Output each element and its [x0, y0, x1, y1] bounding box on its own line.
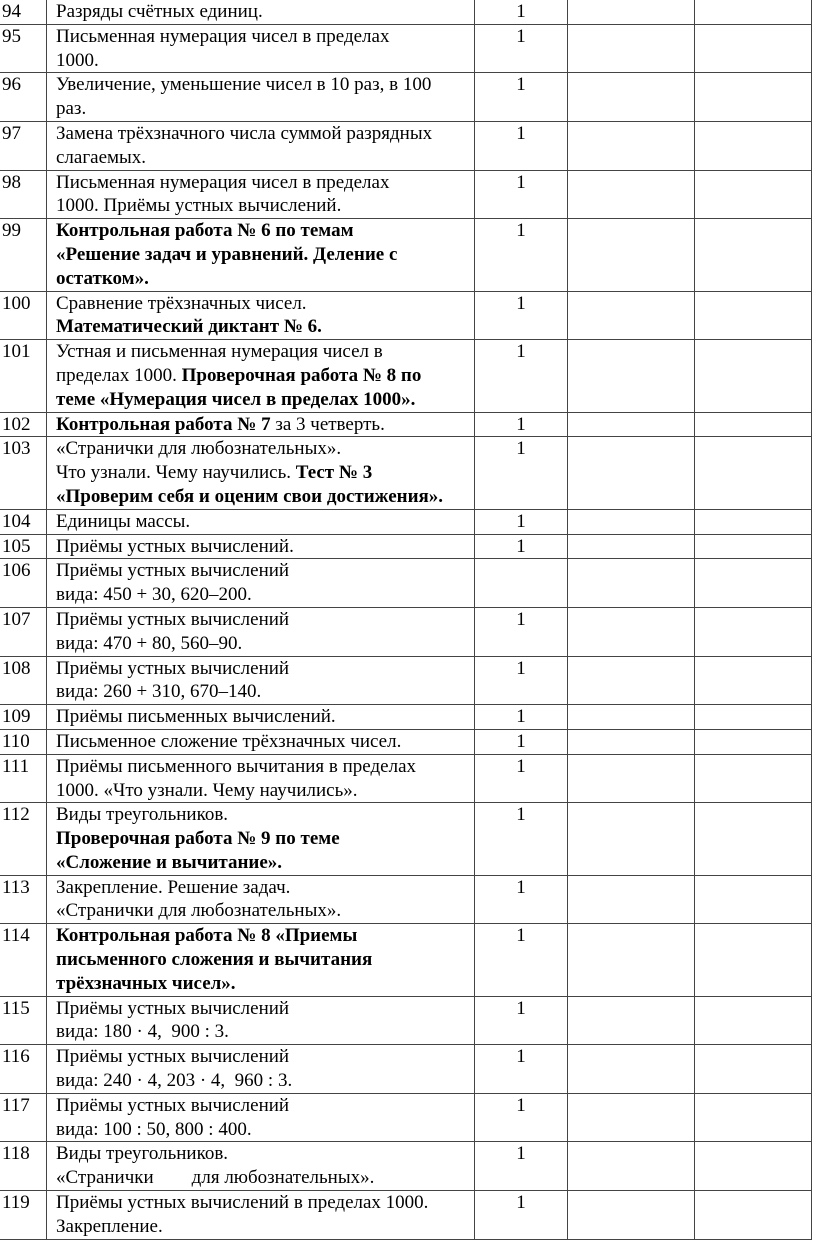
lesson-number: 96 [0, 73, 47, 122]
topic-text: «Странички для любознательных». [56, 900, 342, 922]
lesson-hours: 1 [475, 1142, 568, 1191]
lesson-topic [47, 170, 475, 219]
planned-date-cell [568, 705, 695, 730]
planned-date-cell [568, 1045, 695, 1094]
actual-date-cell [695, 1045, 812, 1094]
actual-date-cell [695, 412, 812, 437]
lesson-topic [47, 996, 475, 1045]
topic-text: Сравнение трёхзначных чисел. [56, 292, 307, 314]
table-row [0, 24, 812, 73]
topic-line [56, 899, 474, 923]
actual-date-cell [695, 437, 812, 509]
planned-date-cell [568, 754, 695, 803]
topic-text: 1000. «Что узнали. Чему научились». [56, 779, 358, 801]
planned-date-cell [568, 340, 695, 412]
topic-line [56, 1142, 474, 1166]
planned-date-cell [568, 219, 695, 291]
table-row [0, 121, 812, 170]
lesson-hours: 1 [475, 1045, 568, 1094]
lesson-topic [47, 559, 475, 608]
lesson-topic [47, 73, 475, 122]
actual-date-cell [695, 121, 812, 170]
lesson-number: 114 [0, 924, 47, 996]
table-row [0, 607, 812, 656]
topic-text: Виды треугольников. [56, 1143, 229, 1165]
table-row [0, 875, 812, 924]
lesson-topic [47, 534, 475, 559]
topic-text-bold: остатком». [56, 267, 149, 289]
lesson-hours: 1 [475, 803, 568, 875]
topic-text-bold: Проверочная работа № 8 по [181, 364, 422, 386]
table-row [0, 412, 812, 437]
topic-text-bold: Математический диктант № 6. [56, 316, 322, 338]
topic-text: Письменное сложение трёхзначных чисел. [56, 730, 402, 752]
topic-line [56, 632, 474, 656]
lesson-topic [47, 729, 475, 754]
actual-date-cell [695, 73, 812, 122]
planned-date-cell [568, 534, 695, 559]
planned-date-cell [568, 559, 695, 608]
topic-line [56, 876, 474, 900]
planned-date-cell [568, 729, 695, 754]
lesson-number: 118 [0, 1142, 47, 1191]
lesson-topic [47, 1142, 475, 1191]
lesson-topic [47, 607, 475, 656]
topic-text: Приёмы устных вычислений [56, 1046, 290, 1068]
lesson-number: 97 [0, 121, 47, 170]
lesson-hours [475, 559, 568, 608]
actual-date-cell [695, 656, 812, 705]
lesson-hours: 1 [475, 875, 568, 924]
actual-date-cell [695, 291, 812, 340]
topic-text-bold: Контрольная работа № 6 по темам [56, 220, 354, 242]
actual-date-cell [695, 1142, 812, 1191]
topic-line [56, 243, 474, 267]
lesson-topic [47, 1191, 475, 1240]
topic-line [56, 461, 474, 485]
actual-date-cell [695, 1093, 812, 1142]
lesson-hours: 1 [475, 754, 568, 803]
topic-text: Письменная нумерация чисел в пределах [56, 171, 390, 193]
lesson-number: 99 [0, 219, 47, 291]
topic-line [56, 1045, 474, 1069]
topic-line [56, 755, 474, 779]
topic-text: Что узнали. Чему научились. [56, 462, 296, 484]
topic-line [56, 315, 474, 339]
topic-line [56, 535, 474, 559]
topic-line [56, 25, 474, 49]
topic-text: Устная и письменная нумерация чисел в [56, 341, 383, 363]
planned-date-cell [568, 875, 695, 924]
lesson-hours: 1 [475, 705, 568, 730]
planned-date-cell [568, 803, 695, 875]
planned-date-cell [568, 291, 695, 340]
lesson-hours: 1 [475, 121, 568, 170]
topic-text: Приёмы письменного вычитания в пределах [56, 755, 416, 777]
topic-text: Закрепление. [56, 1215, 163, 1237]
lesson-hours: 1 [475, 170, 568, 219]
topic-text-bold: Тест № 3 [295, 462, 373, 484]
table-row [0, 170, 812, 219]
topic-text: Приёмы устных вычислений [56, 657, 290, 679]
topic-text: Приёмы устных вычислений [56, 608, 290, 630]
topic-text-bold: «Сложение и вычитание». [56, 851, 283, 873]
table-row [0, 73, 812, 122]
topic-line [56, 680, 474, 704]
lesson-number: 112 [0, 803, 47, 875]
topic-line [56, 267, 474, 291]
topic-line [56, 0, 474, 24]
lesson-number: 115 [0, 996, 47, 1045]
topic-line [56, 219, 474, 243]
actual-date-cell [695, 875, 812, 924]
lesson-hours: 1 [475, 437, 568, 509]
topic-text-bold: «Решение задач и уравнений. Деление с [56, 243, 398, 265]
topic-line [56, 1118, 474, 1142]
planned-date-cell [568, 1191, 695, 1240]
actual-date-cell [695, 219, 812, 291]
lesson-hours: 1 [475, 607, 568, 656]
topic-line [56, 997, 474, 1021]
planned-date-cell [568, 1093, 695, 1142]
planned-date-cell [568, 509, 695, 534]
lesson-number: 119 [0, 1191, 47, 1240]
lesson-hours: 1 [475, 1093, 568, 1142]
topic-line [56, 146, 474, 170]
topic-text: Виды треугольников. [56, 804, 229, 826]
table-row [0, 0, 812, 24]
topic-text: Замена трёхзначного числа суммой разрядных [56, 122, 433, 144]
table-row [0, 219, 812, 291]
topic-line [56, 97, 474, 121]
lesson-number: 108 [0, 656, 47, 705]
topic-line [56, 730, 474, 754]
lesson-topic [47, 121, 475, 170]
topic-text: Приёмы письменных вычислений. [56, 706, 336, 728]
actual-date-cell [695, 340, 812, 412]
lesson-topic [47, 1093, 475, 1142]
topic-line [56, 608, 474, 632]
topic-line [56, 364, 474, 388]
lesson-topic [47, 1045, 475, 1094]
topic-line [56, 705, 474, 729]
topic-text: Приёмы устных вычислений. [56, 535, 294, 557]
actual-date-cell [695, 705, 812, 730]
lesson-hours: 1 [475, 534, 568, 559]
lesson-topic [47, 219, 475, 291]
topic-text: вида: 240 · 4, 203 · 4, 960 : 3. [56, 1070, 293, 1092]
topic-line [56, 972, 474, 996]
topic-line [56, 803, 474, 827]
topic-line [56, 340, 474, 364]
lesson-number: 100 [0, 291, 47, 340]
table-row [0, 559, 812, 608]
lesson-number: 117 [0, 1093, 47, 1142]
lesson-topic [47, 754, 475, 803]
lesson-number: 94 [0, 0, 47, 24]
planned-date-cell [568, 73, 695, 122]
lesson-topic [47, 705, 475, 730]
lesson-hours: 1 [475, 24, 568, 73]
lesson-hours: 1 [475, 412, 568, 437]
actual-date-cell [695, 559, 812, 608]
lesson-number: 109 [0, 705, 47, 730]
lesson-number: 102 [0, 412, 47, 437]
topic-text: Письменная нумерация чисел в пределах [56, 25, 390, 47]
topic-line [56, 510, 474, 534]
topic-line [56, 437, 474, 461]
lesson-topic [47, 24, 475, 73]
lesson-topic [47, 412, 475, 437]
lesson-hours: 1 [475, 509, 568, 534]
topic-line [56, 1166, 474, 1190]
topic-line [56, 657, 474, 681]
topic-text: 1000. Приёмы устных вычислений. [56, 195, 342, 217]
planned-date-cell [568, 607, 695, 656]
topic-line [56, 171, 474, 195]
lesson-number: 98 [0, 170, 47, 219]
topic-line [56, 194, 474, 218]
table-row [0, 340, 812, 412]
topic-text: Увеличение, уменьшение чисел в 10 раз, в 100 [56, 74, 432, 96]
topic-text-bold: Контрольная работа № 8 «Приемы [56, 925, 358, 947]
lesson-topic [47, 924, 475, 996]
actual-date-cell [695, 996, 812, 1045]
table-row [0, 1093, 812, 1142]
actual-date-cell [695, 0, 812, 24]
topic-text: 1000. [56, 49, 99, 71]
planned-date-cell [568, 924, 695, 996]
lesson-hours: 1 [475, 924, 568, 996]
topic-text: «Странички для любознательных». [56, 438, 342, 460]
table-row [0, 509, 812, 534]
lesson-number: 95 [0, 24, 47, 73]
lesson-number: 107 [0, 607, 47, 656]
lesson-topic [47, 340, 475, 412]
topic-line [56, 559, 474, 583]
topic-text: Единицы массы. [56, 510, 191, 532]
actual-date-cell [695, 729, 812, 754]
lesson-topic [47, 803, 475, 875]
topic-line [56, 924, 474, 948]
table-row [0, 534, 812, 559]
topic-line [56, 73, 474, 97]
lesson-topic [47, 437, 475, 509]
topic-line [56, 388, 474, 412]
topic-text: Приёмы устных вычислений [56, 1094, 290, 1116]
topic-text: Приёмы устных вычислений [56, 997, 290, 1019]
lesson-hours: 1 [475, 729, 568, 754]
topic-line [56, 1094, 474, 1118]
topic-line [56, 485, 474, 509]
topic-line [56, 1191, 474, 1215]
lesson-hours: 1 [475, 291, 568, 340]
topic-line [56, 413, 474, 437]
topic-text: вида: 450 + 30, 620–200. [56, 584, 252, 606]
topic-text: за 3 четверть. [270, 413, 385, 435]
actual-date-cell [695, 754, 812, 803]
lesson-hours: 1 [475, 996, 568, 1045]
planned-date-cell [568, 656, 695, 705]
lesson-hours: 1 [475, 73, 568, 122]
lesson-topic [47, 875, 475, 924]
table-row [0, 656, 812, 705]
actual-date-cell [695, 170, 812, 219]
topic-line [56, 1215, 474, 1239]
planned-date-cell [568, 996, 695, 1045]
topic-text: Приёмы устных вычислений в пределах 1000. [56, 1192, 429, 1214]
topic-text: пределах 1000. [56, 364, 182, 386]
topic-text-bold: письменного сложения и вычитания [56, 949, 373, 971]
topic-text: «Странички для любознательных». [56, 1167, 375, 1189]
lesson-number: 105 [0, 534, 47, 559]
topic-line [56, 583, 474, 607]
table-row [0, 996, 812, 1045]
planned-date-cell [568, 437, 695, 509]
actual-date-cell [695, 24, 812, 73]
table-row [0, 754, 812, 803]
planned-date-cell [568, 1142, 695, 1191]
planned-date-cell [568, 170, 695, 219]
topic-text-bold: Проверочная работа № 9 по теме [56, 828, 340, 850]
table-row [0, 291, 812, 340]
actual-date-cell [695, 803, 812, 875]
lesson-topic [47, 0, 475, 24]
table-row [0, 705, 812, 730]
topic-text: вида: 470 + 80, 560–90. [56, 632, 243, 654]
topic-text: слагаемых. [56, 146, 147, 168]
table-row [0, 1045, 812, 1094]
topic-line [56, 1020, 474, 1044]
topic-text-bold: «Проверим себя и оценим свои достижения». [56, 485, 444, 507]
lesson-number: 111 [0, 754, 47, 803]
topic-line [56, 779, 474, 803]
topic-text-bold: трёхзначных чисел». [56, 972, 236, 994]
lesson-hours: 1 [475, 656, 568, 705]
topic-text: вида: 100 : 50, 800 : 400. [56, 1118, 252, 1140]
planned-date-cell [568, 24, 695, 73]
lesson-number: 103 [0, 437, 47, 509]
topic-line [56, 948, 474, 972]
topic-text: Разряды счётных единиц. [56, 1, 263, 22]
lesson-hours: 1 [475, 219, 568, 291]
topic-text: вида: 180 · 4, 900 : 3. [56, 1021, 229, 1043]
lesson-number: 110 [0, 729, 47, 754]
actual-date-cell [695, 534, 812, 559]
lesson-hours: 1 [475, 1191, 568, 1240]
topic-text-bold: теме «Нумерация чисел в пределах 1000». [56, 388, 416, 410]
table-row [0, 729, 812, 754]
topic-line [56, 1069, 474, 1093]
topic-text: вида: 260 + 310, 670–140. [56, 681, 262, 703]
topic-text: Закрепление. Решение задач. [56, 876, 291, 898]
topic-text-bold: Контрольная работа № 7 [56, 413, 271, 435]
lesson-hours: 1 [475, 340, 568, 412]
topic-line [56, 49, 474, 73]
lesson-hours: 1 [475, 0, 568, 24]
topic-line [56, 851, 474, 875]
topic-text: раз. [56, 98, 87, 120]
topic-line [56, 292, 474, 316]
actual-date-cell [695, 1191, 812, 1240]
lesson-number: 113 [0, 875, 47, 924]
actual-date-cell [695, 509, 812, 534]
topic-line [56, 827, 474, 851]
lesson-topic [47, 656, 475, 705]
planned-date-cell [568, 412, 695, 437]
table-row [0, 1191, 812, 1240]
planned-date-cell [568, 121, 695, 170]
lesson-number: 106 [0, 559, 47, 608]
planned-date-cell [568, 0, 695, 24]
topic-text: Приёмы устных вычислений [56, 560, 290, 582]
table-row [0, 924, 812, 996]
table-row [0, 437, 812, 509]
table-row [0, 1142, 812, 1191]
table-row [0, 803, 812, 875]
lesson-number: 116 [0, 1045, 47, 1094]
lesson-topic [47, 509, 475, 534]
lesson-number: 104 [0, 509, 47, 534]
actual-date-cell [695, 924, 812, 996]
lesson-topic [47, 291, 475, 340]
lesson-number: 101 [0, 340, 47, 412]
topic-line [56, 122, 474, 146]
actual-date-cell [695, 607, 812, 656]
